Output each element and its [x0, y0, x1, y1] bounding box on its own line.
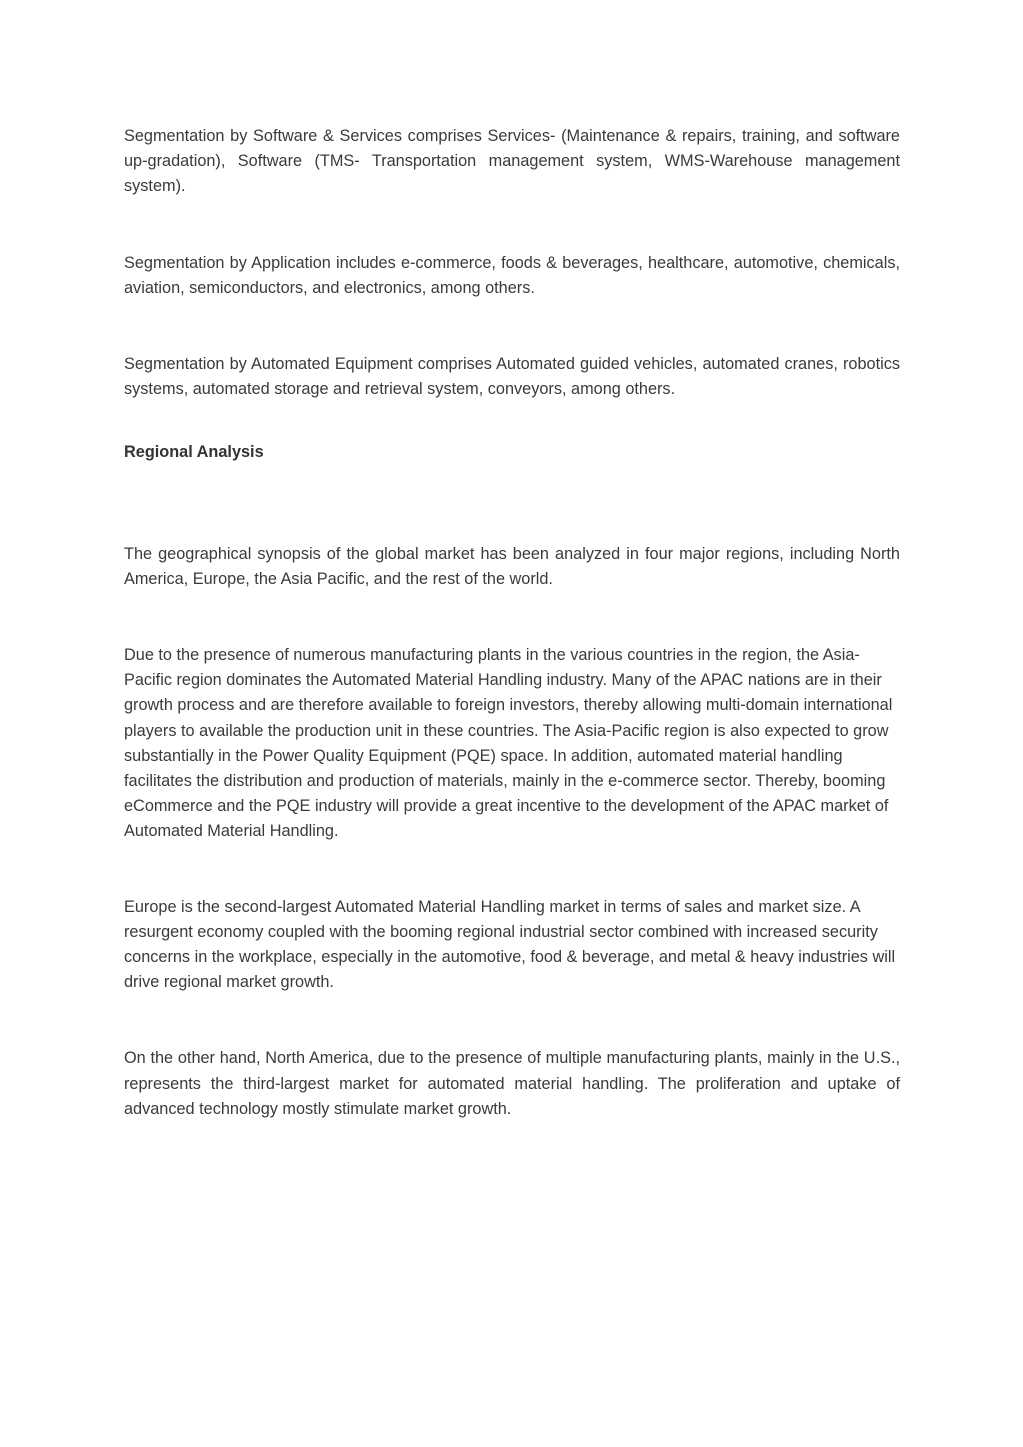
- paragraph-apac-region: Due to the presence of numerous manufacturing plants in the various countries in the region, the Asia-Pacific region dominates the Automated Material Handling industry. Many of the APAC nations are in their growth process and are therefore available to foreign investors, thereby allowing multi-domain international players to available the production unit in these countries. The Asia-Pacific region is also expected to grow substantially in the Power Quality Equipment (PQE) space. In addition, automated material handling facilitates the distribution and production of materials, mainly in the e-commerce sector. Thereby, booming eCommerce and the PQE industry will provide a great incentive to the development of the APAC market of Automated Material Handling.: [124, 646, 893, 841]
- paragraph-geographical-synopsis: The geographical synopsis of the global market has been analyzed in four major regions, including North America, Europe, the Asia Pacific, and the rest of the world.: [124, 544, 900, 588]
- section-heading-regional-analysis: Regional Analysis: [124, 443, 264, 462]
- paragraph-automated-equipment-segmentation: Segmentation by Automated Equipment comprises Automated guided vehicles, automated cranes, robotics systems, automated storage and retrieval system, conveyors, among others.: [124, 355, 900, 399]
- paragraph-europe-region: Europe is the second-largest Automated Material Handling market in terms of sales and market size. A resurgent economy coupled with the booming regional industrial sector combined with increased security concerns in the workplace, especially in the automotive, food & beverage, and metal & heavy industries will drive regional market growth.: [124, 897, 896, 992]
- document-body: [124, 124, 900, 1122]
- paragraph-application-segmentation: Segmentation by Application includes e-commerce, foods & beverages, healthcare, automotive, chemicals, aviation, semiconductors, and electronics, among others.: [124, 253, 900, 297]
- paragraph-software-services-segmentation: Segmentation by Software & Services comprises Services- (Maintenance & repairs, training, and software up-gradation), Software (TMS- Transportation management system, WMS-Warehouse management system).: [124, 127, 900, 196]
- paragraph-north-america-region: On the other hand, North America, due to the presence of multiple manufacturing plants, mainly in the U.S., represents the third-largest market for automated material handling. The proliferation and uptake of advanced technology mostly stimulate market growth.: [124, 1049, 900, 1118]
